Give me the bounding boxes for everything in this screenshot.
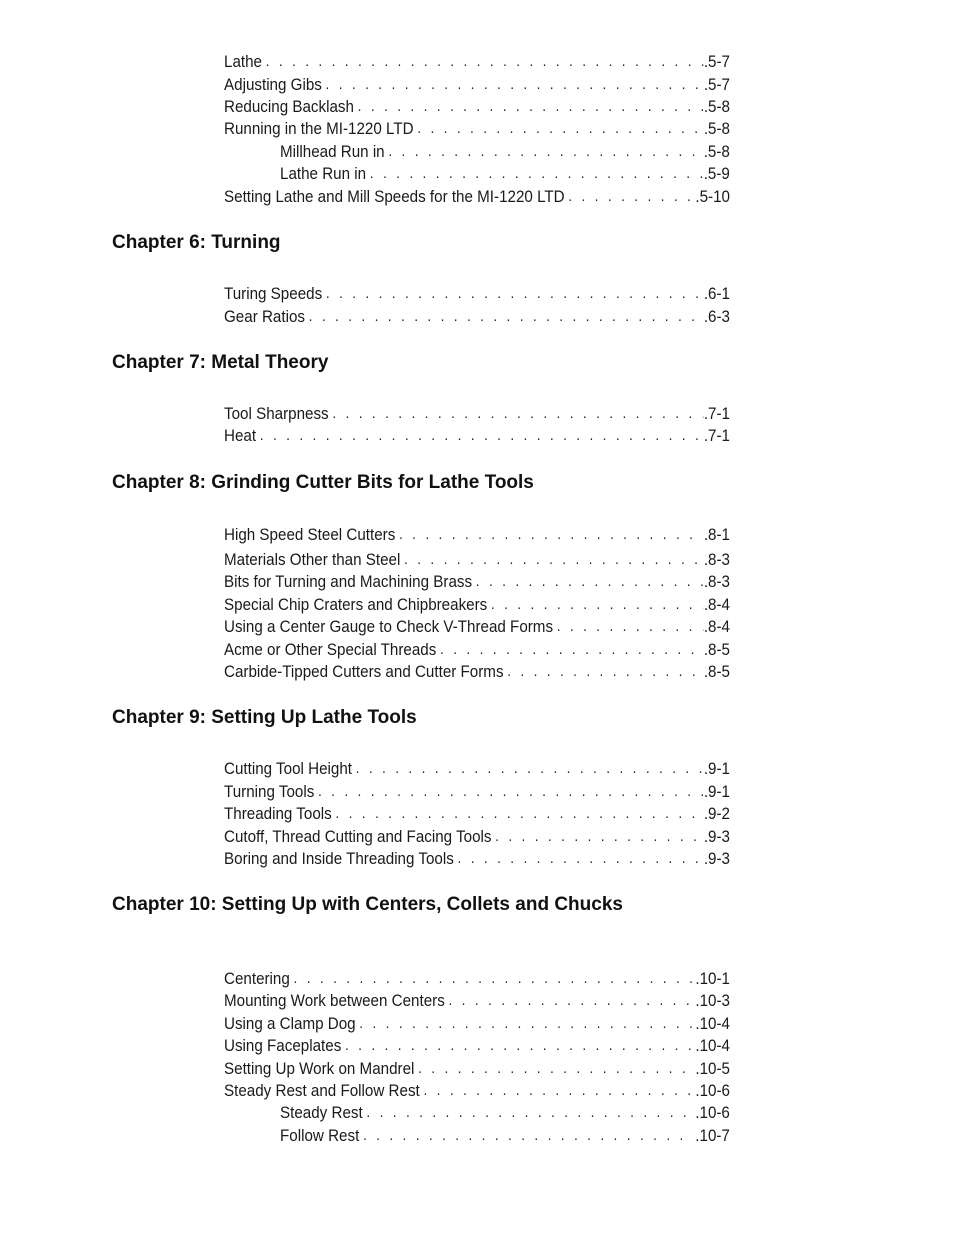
entry-label: Acme or Other Special Threads [224, 641, 437, 659]
dot-leader [309, 306, 703, 328]
entry-page: .10-3 [695, 992, 730, 1010]
entry-label: Cutting Tool Height [224, 760, 352, 778]
entry-label: Tool Sharpness [224, 405, 329, 423]
entry-label: Bits for Turning and Machining Brass [224, 573, 473, 591]
entry-page: .7-1 [703, 427, 730, 445]
dot-leader [399, 524, 703, 546]
dot-leader [363, 1125, 694, 1147]
entry-page: .8-3 [703, 551, 730, 569]
toc-entry [224, 1080, 730, 1102]
entry-label: Steady Rest and Follow Rest [224, 1082, 420, 1100]
toc-entry [224, 848, 730, 870]
toc-entry [224, 758, 730, 780]
entry-label: Lathe Run in [280, 165, 367, 183]
chapter-heading: Chapter 8: Grinding Cutter Bits for Lathe Tools [112, 472, 534, 493]
entry-label: Turning Tools [224, 783, 315, 801]
toc-entry [224, 661, 730, 683]
chapter-heading: Chapter 6: Turning [112, 232, 281, 253]
entry-label: Boring and Inside Threading Tools [224, 850, 454, 868]
toc-entry [224, 524, 730, 546]
toc-entry [224, 51, 730, 73]
toc-entry [224, 616, 730, 638]
entry-label: Threading Tools [224, 805, 332, 823]
entry-page: .7-1 [703, 405, 730, 423]
entry-label: Millhead Run in [280, 143, 385, 161]
dot-leader [326, 74, 703, 96]
toc-entry [224, 639, 730, 661]
toc-entry [224, 594, 730, 616]
dot-leader [417, 118, 703, 140]
entry-page: .10-6 [695, 1104, 730, 1122]
dot-leader [448, 990, 694, 1012]
dot-leader [557, 616, 703, 638]
entry-label: Setting Lathe and Mill Speeds for the MI-1220 LTD [224, 188, 565, 206]
dot-leader [294, 968, 695, 990]
entry-page: .9-1 [703, 783, 730, 801]
chapter-heading: Chapter 7: Metal Theory [112, 352, 329, 373]
toc-subentry [280, 163, 730, 185]
entry-page: .5-8 [703, 120, 730, 138]
entry-page: .8-1 [703, 526, 730, 544]
entry-page: .10-4 [695, 1037, 730, 1055]
entry-page: .8-4 [703, 596, 730, 614]
entry-page: .8-5 [703, 663, 730, 681]
toc-entry [224, 425, 730, 447]
chapter-heading: Chapter 10: Setting Up with Centers, Collets and Chucks [112, 894, 623, 915]
dot-leader [495, 826, 703, 848]
dot-leader [491, 594, 703, 616]
entry-label: Special Chip Craters and Chipbreakers [224, 596, 488, 614]
toc-entry [224, 571, 730, 593]
toc-entry [224, 118, 730, 140]
entry-label: Adjusting Gibs [224, 76, 322, 94]
dot-leader [507, 661, 703, 683]
toc-entry [224, 549, 730, 571]
dot-leader [358, 96, 703, 118]
entry-page: .8-3 [703, 573, 730, 591]
dot-leader [423, 1080, 694, 1102]
entry-page: .9-3 [703, 850, 730, 868]
entry-page: .6-1 [703, 285, 730, 303]
dot-leader [266, 51, 703, 73]
dot-leader [318, 781, 703, 803]
entry-label: Centering [224, 970, 290, 988]
dot-leader [366, 1102, 694, 1124]
entry-label: Lathe [224, 53, 262, 71]
dot-leader [440, 639, 703, 661]
entry-page: .5-8 [703, 98, 730, 116]
entry-page: .10-5 [695, 1060, 730, 1078]
dot-leader [476, 571, 703, 593]
entry-label: Steady Rest [280, 1104, 363, 1122]
entry-label: High Speed Steel Cutters [224, 526, 396, 544]
entry-page: .9-1 [703, 760, 730, 778]
dot-leader [345, 1035, 695, 1057]
entry-label: Turing Speeds [224, 285, 323, 303]
entry-label: Gear Ratios [224, 308, 306, 326]
entry-label: Follow Rest [280, 1127, 360, 1145]
entry-page: .8-5 [703, 641, 730, 659]
toc-entry [224, 1035, 730, 1057]
toc-subentry [280, 141, 730, 163]
toc-entry [224, 186, 730, 208]
entry-page: .8-4 [703, 618, 730, 636]
dot-leader [370, 163, 703, 185]
entry-label: Mounting Work between Centers [224, 992, 445, 1010]
entry-page: .9-2 [703, 805, 730, 823]
entry-page: .10-1 [695, 970, 730, 988]
entry-page: .6-3 [703, 308, 730, 326]
entry-page: .5-10 [695, 188, 730, 206]
dot-leader [359, 1013, 694, 1035]
toc-entry [224, 74, 730, 96]
toc-entry [224, 283, 730, 305]
entry-label: Cutoff, Thread Cutting and Facing Tools [224, 828, 492, 846]
entry-page: .10-7 [695, 1127, 730, 1145]
toc-entry [224, 826, 730, 848]
toc-entry [224, 96, 730, 118]
entry-label: Heat [224, 427, 257, 445]
entry-label: Materials Other than Steel [224, 551, 401, 569]
dot-leader [568, 186, 694, 208]
entry-label: Using a Clamp Dog [224, 1015, 356, 1033]
toc-entry [224, 968, 730, 990]
dot-leader [260, 425, 703, 447]
entry-page: .9-3 [703, 828, 730, 846]
toc-entry [224, 990, 730, 1012]
entry-page: .5-7 [703, 76, 730, 94]
toc-entry [224, 306, 730, 328]
toc-entry [224, 1058, 730, 1080]
entry-label: Setting Up Work on Mandrel [224, 1060, 415, 1078]
dot-leader [418, 1058, 694, 1080]
dot-leader [404, 549, 703, 571]
entry-page: .5-7 [703, 53, 730, 71]
entry-page: .10-4 [695, 1015, 730, 1033]
dot-leader [332, 403, 703, 425]
entry-label: Using a Center Gauge to Check V-Thread Forms [224, 618, 554, 636]
toc-subentry [280, 1125, 730, 1147]
toc-entry [224, 803, 730, 825]
toc-entry [224, 1013, 730, 1035]
toc-subentry [280, 1102, 730, 1124]
entry-label: Reducing Backlash [224, 98, 354, 116]
dot-leader [388, 141, 702, 163]
dot-leader [335, 803, 702, 825]
entry-label: Carbide-Tipped Cutters and Cutter Forms [224, 663, 504, 681]
toc-entry [224, 781, 730, 803]
entry-page: .10-6 [695, 1082, 730, 1100]
dot-leader [326, 283, 703, 305]
chapter-heading: Chapter 9: Setting Up Lathe Tools [112, 707, 417, 728]
toc-entry [224, 403, 730, 425]
entry-label: Running in the MI-1220 LTD [224, 120, 414, 138]
dot-leader [458, 848, 703, 870]
entry-page: .5-9 [703, 165, 730, 183]
dot-leader [356, 758, 703, 780]
entry-label: Using Faceplates [224, 1037, 342, 1055]
entry-page: .5-8 [703, 143, 730, 161]
